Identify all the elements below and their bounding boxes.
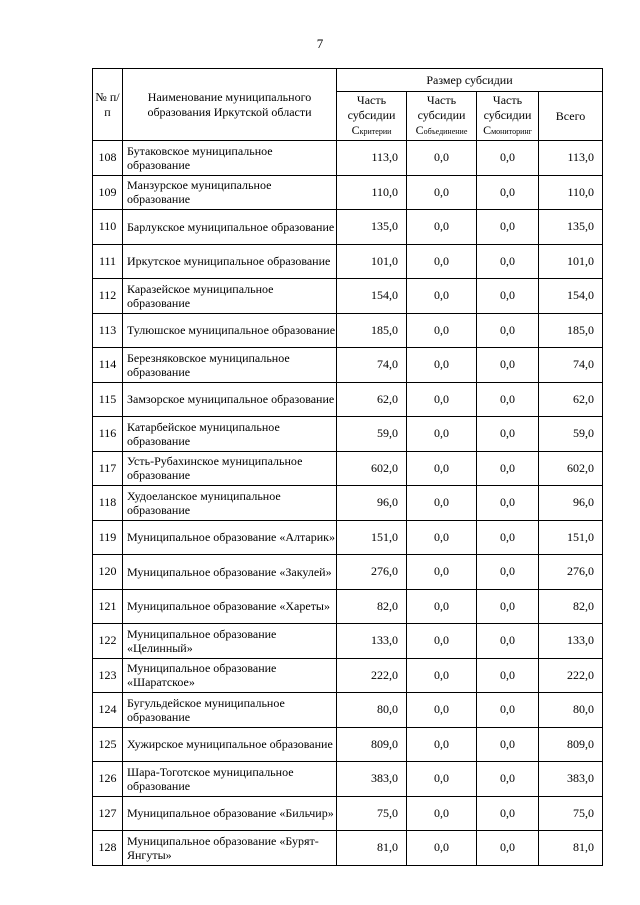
table-row: [93, 210, 603, 245]
municipality-name: Муниципальное образование «Хареты»: [123, 589, 337, 624]
part-union-value: 0,0: [407, 624, 477, 659]
row-number: 127: [93, 796, 123, 831]
total-value: 222,0: [539, 658, 603, 693]
row-number: 109: [93, 175, 123, 210]
table-row: [93, 693, 603, 728]
part-union-value: 0,0: [407, 796, 477, 831]
part-criteria-value: 113,0: [337, 141, 407, 176]
row-number: 128: [93, 831, 123, 866]
header-total: Всего: [539, 92, 603, 141]
table-row: [93, 382, 603, 417]
table-row: [93, 762, 603, 797]
table-row: [93, 658, 603, 693]
page-number: 7: [316, 36, 324, 51]
part-union-value: 0,0: [407, 348, 477, 383]
total-value: 383,0: [539, 762, 603, 797]
row-number: 123: [93, 658, 123, 693]
header-part-criteria: Часть субсидии Cкритерии: [337, 92, 407, 141]
municipality-name: Усть-Рубахинское муниципальное образование: [123, 451, 337, 486]
part-criteria-value: 154,0: [337, 279, 407, 314]
part-criteria-value: 59,0: [337, 417, 407, 452]
table-row: [93, 520, 603, 555]
part-monitoring-value: 0,0: [477, 417, 539, 452]
part-union-value: 0,0: [407, 382, 477, 417]
subsidy-table: [92, 68, 603, 866]
total-value: 96,0: [539, 486, 603, 521]
part-union-value: 0,0: [407, 520, 477, 555]
part-union-value: 0,0: [407, 727, 477, 762]
row-number: 116: [93, 417, 123, 452]
table-row: [93, 348, 603, 383]
part-union-value: 0,0: [407, 244, 477, 279]
row-number: 113: [93, 313, 123, 348]
row-number: 124: [93, 693, 123, 728]
part-union-value: 0,0: [407, 417, 477, 452]
total-value: 602,0: [539, 451, 603, 486]
part-monitoring-value: 0,0: [477, 624, 539, 659]
part-criteria-value: 74,0: [337, 348, 407, 383]
total-value: 75,0: [539, 796, 603, 831]
municipality-name: Барлукское муниципальное образование: [123, 210, 337, 245]
municipality-name: Березняковское муниципальное образование: [123, 348, 337, 383]
municipality-name: Муниципальное образование «Бильчир»: [123, 796, 337, 831]
table-row: [93, 589, 603, 624]
municipality-name: Бугульдейское муниципальное образование: [123, 693, 337, 728]
part-criteria-value: 80,0: [337, 693, 407, 728]
part-union-value: 0,0: [407, 451, 477, 486]
row-number: 108: [93, 141, 123, 176]
table-row: [93, 175, 603, 210]
part-union-value: 0,0: [407, 313, 477, 348]
total-value: 809,0: [539, 727, 603, 762]
table-row: [93, 486, 603, 521]
part-criteria-value: 276,0: [337, 555, 407, 590]
table-row: [93, 796, 603, 831]
total-value: 62,0: [539, 382, 603, 417]
part-monitoring-value: 0,0: [477, 279, 539, 314]
total-value: 74,0: [539, 348, 603, 383]
part-monitoring-value: 0,0: [477, 141, 539, 176]
municipality-name: Шара-Тоготское муниципальное образование: [123, 762, 337, 797]
row-number: 117: [93, 451, 123, 486]
total-value: 135,0: [539, 210, 603, 245]
municipality-name: Хужирское муниципальное образование: [123, 727, 337, 762]
total-value: 101,0: [539, 244, 603, 279]
row-number: 125: [93, 727, 123, 762]
municipality-name: Муниципальное образование «Шаратское»: [123, 658, 337, 693]
part-union-value: 0,0: [407, 762, 477, 797]
table-row: [93, 313, 603, 348]
part-monitoring-value: 0,0: [477, 589, 539, 624]
part-monitoring-value: 0,0: [477, 658, 539, 693]
total-value: 82,0: [539, 589, 603, 624]
part-monitoring-value: 0,0: [477, 831, 539, 866]
header-part-monitoring: Часть субсидии Cмониторинг: [477, 92, 539, 141]
municipality-name: Катарбейское муниципальное образование: [123, 417, 337, 452]
municipality-name: Иркутское муниципальное образование: [123, 244, 337, 279]
municipality-name: Муниципальное образование «Бурят-Янгуты»: [123, 831, 337, 866]
part-monitoring-value: 0,0: [477, 486, 539, 521]
part-criteria-value: 602,0: [337, 451, 407, 486]
table-row: [93, 831, 603, 866]
part-union-value: 0,0: [407, 831, 477, 866]
municipality-name: Бутаковское муниципальное образование: [123, 141, 337, 176]
part-criteria-value: 222,0: [337, 658, 407, 693]
total-value: 59,0: [539, 417, 603, 452]
municipality-name: Муниципальное образование «Целинный»: [123, 624, 337, 659]
part-monitoring-value: 0,0: [477, 210, 539, 245]
table-row: [93, 279, 603, 314]
part-criteria-value: 75,0: [337, 796, 407, 831]
part-criteria-value: 133,0: [337, 624, 407, 659]
table-row: [93, 555, 603, 590]
part-monitoring-value: 0,0: [477, 555, 539, 590]
part-criteria-value: 809,0: [337, 727, 407, 762]
table-row: [93, 141, 603, 176]
row-number: 120: [93, 555, 123, 590]
table-row: [93, 451, 603, 486]
row-number: 111: [93, 244, 123, 279]
total-value: 276,0: [539, 555, 603, 590]
part-union-value: 0,0: [407, 589, 477, 624]
row-number: 110: [93, 210, 123, 245]
header-part-union: Часть субсидии Cобъединение: [407, 92, 477, 141]
part-union-value: 0,0: [407, 210, 477, 245]
row-number: 119: [93, 520, 123, 555]
municipality-name: Манзурское муниципальное образование: [123, 175, 337, 210]
part-criteria-value: 96,0: [337, 486, 407, 521]
part-criteria-value: 135,0: [337, 210, 407, 245]
part-union-value: 0,0: [407, 175, 477, 210]
part-monitoring-value: 0,0: [477, 175, 539, 210]
header-subsidy-size: Размер субсидии: [337, 69, 603, 92]
part-monitoring-value: 0,0: [477, 382, 539, 417]
total-value: 154,0: [539, 279, 603, 314]
table-row: [93, 417, 603, 452]
table-row: [93, 244, 603, 279]
part-criteria-value: 185,0: [337, 313, 407, 348]
part-union-value: 0,0: [407, 555, 477, 590]
part-criteria-value: 110,0: [337, 175, 407, 210]
header-name: Наименование муниципального образования Иркутской области: [123, 69, 337, 141]
part-criteria-value: 383,0: [337, 762, 407, 797]
part-criteria-value: 151,0: [337, 520, 407, 555]
part-criteria-value: 82,0: [337, 589, 407, 624]
part-criteria-value: 62,0: [337, 382, 407, 417]
table-row: [93, 727, 603, 762]
municipality-name: Худоеланское муниципальное образование: [123, 486, 337, 521]
table-row: [93, 624, 603, 659]
part-monitoring-value: 0,0: [477, 693, 539, 728]
part-monitoring-value: 0,0: [477, 762, 539, 797]
total-value: 110,0: [539, 175, 603, 210]
part-monitoring-value: 0,0: [477, 244, 539, 279]
municipality-name: Муниципальное образование «Закулей»: [123, 555, 337, 590]
part-union-value: 0,0: [407, 486, 477, 521]
part-union-value: 0,0: [407, 279, 477, 314]
part-monitoring-value: 0,0: [477, 520, 539, 555]
part-criteria-value: 101,0: [337, 244, 407, 279]
row-number: 126: [93, 762, 123, 797]
total-value: 133,0: [539, 624, 603, 659]
row-number: 122: [93, 624, 123, 659]
part-monitoring-value: 0,0: [477, 796, 539, 831]
total-value: 81,0: [539, 831, 603, 866]
municipality-name: Замзорское муниципальное образование: [123, 382, 337, 417]
row-number: 115: [93, 382, 123, 417]
part-monitoring-value: 0,0: [477, 313, 539, 348]
total-value: 80,0: [539, 693, 603, 728]
row-number: 114: [93, 348, 123, 383]
total-value: 185,0: [539, 313, 603, 348]
part-union-value: 0,0: [407, 141, 477, 176]
total-value: 113,0: [539, 141, 603, 176]
part-union-value: 0,0: [407, 658, 477, 693]
row-number: 112: [93, 279, 123, 314]
part-monitoring-value: 0,0: [477, 348, 539, 383]
part-criteria-value: 81,0: [337, 831, 407, 866]
municipality-name: Каразейское муниципальное образование: [123, 279, 337, 314]
part-monitoring-value: 0,0: [477, 451, 539, 486]
total-value: 151,0: [539, 520, 603, 555]
row-number: 118: [93, 486, 123, 521]
part-union-value: 0,0: [407, 693, 477, 728]
header-number: № п/п: [93, 69, 123, 141]
part-monitoring-value: 0,0: [477, 727, 539, 762]
municipality-name: Тулюшское муниципальное образование: [123, 313, 337, 348]
row-number: 121: [93, 589, 123, 624]
municipality-name: Муниципальное образование «Алтарик»: [123, 520, 337, 555]
